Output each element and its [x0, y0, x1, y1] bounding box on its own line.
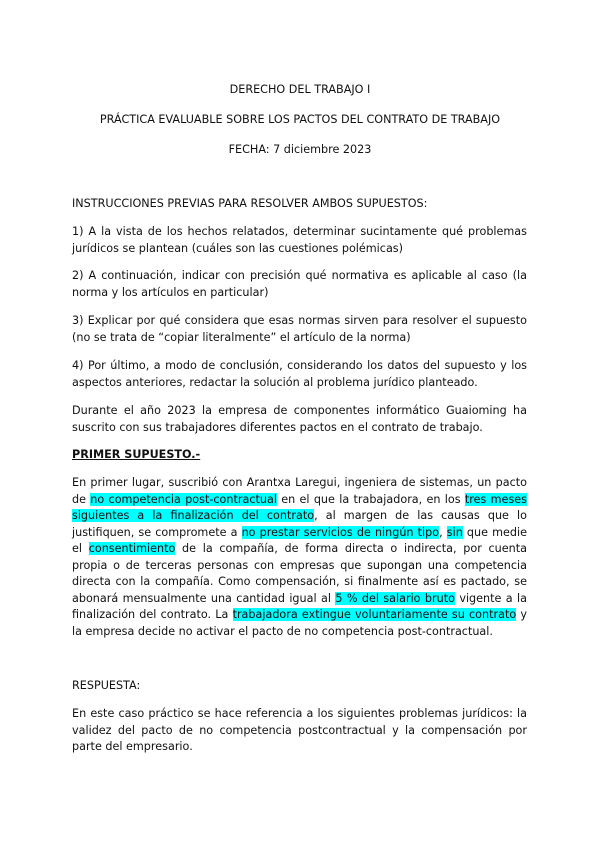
instruction-item-1: 1) A la vista de los hechos relatados, determinar sucintamente qué problemas jurídicos se plantean (cuáles son las cuestiones polémicas) — [72, 225, 527, 255]
case-text: En primer lugar, suscribió con Arantxa Laregui, ingeniera de sistemas, un pacto de — [72, 476, 527, 506]
document-date: FECHA: 7 diciembre 2023 — [228, 143, 372, 156]
intro-paragraph: Durante el año 2023 la empresa de componentes informático Guaioming ha suscrito con sus trabajadores diferentes pactos en el contrato de trabajo. — [72, 404, 527, 434]
highlight-text: 5 % del salario bruto — [335, 591, 455, 605]
case-text: , — [439, 525, 447, 539]
instruction-item-2: 2) A continuación, indicar con precisión qué normativa es aplicable al caso (la norma y los artículos en particular) — [72, 269, 527, 299]
highlight-text: no competencia post-contractual — [90, 492, 277, 506]
highlight-text: trabajadora extingue voluntariamente su contrato — [232, 608, 517, 621]
highlight-text: tres meses siguientes a la finalización del contrato — [72, 492, 527, 522]
document-title: PRÁCTICA EVALUABLE SOBRE LOS PACTOS DEL CONTRATO DE TRABAJO — [99, 113, 501, 126]
instruction-item-3: 3) Explicar por qué considera que esas normas sirven para resolver el supuesto (no se trata de “copiar literalmente” el artículo de la norma) — [72, 314, 527, 344]
case-text: vigente a la finalización del contrato. La — [72, 591, 527, 621]
case-text: que medie el — [72, 525, 527, 555]
case-text: de la compañía, de forma directa o indirecta, por cuenta propia o de terceras personas con empresas que supongan una competencia directa con la compañía. Como compensación, si finalmente así es pactado, se abonará mensualmente una cantidad igual al — [72, 542, 527, 605]
case-heading — [72, 447, 527, 464]
case-text: en el que la trabajadora, en los — [276, 492, 465, 506]
answer-heading: RESPUESTA: — [72, 679, 141, 692]
instructions-heading: INSTRUCCIONES PREVIAS PARA RESOLVER AMBOS SUPUESTOS: — [72, 197, 428, 210]
instruction-item-4: 4) Por último, a modo de conclusión, considerando los datos del supuesto y los aspectos anteriores, redactar la solución al problema jurídico planteado. — [72, 359, 527, 389]
highlight-text: sin — [446, 525, 463, 539]
answer-paragraph: En este caso práctico se hace referencia a los siguientes problemas jurídicos: la validez del pacto de no competencia postcontractual y la compensación por parte del empresario. — [72, 707, 527, 753]
case-heading-text: PRIMER SUPUESTO.- — [72, 448, 201, 461]
case-text: , al margen de las causas que lo justifiquen, se compromete a — [72, 509, 527, 539]
course-title: DERECHO DEL TRABAJO I — [229, 83, 371, 96]
case-paragraph — [72, 475, 527, 640]
case-text: y la empresa decide no activar el pacto de no competencia post-contractual. — [72, 608, 528, 638]
highlight-text: no prestar servicios de ningún tipo — [241, 525, 440, 539]
highlight-text: consentimiento — [88, 542, 176, 555]
